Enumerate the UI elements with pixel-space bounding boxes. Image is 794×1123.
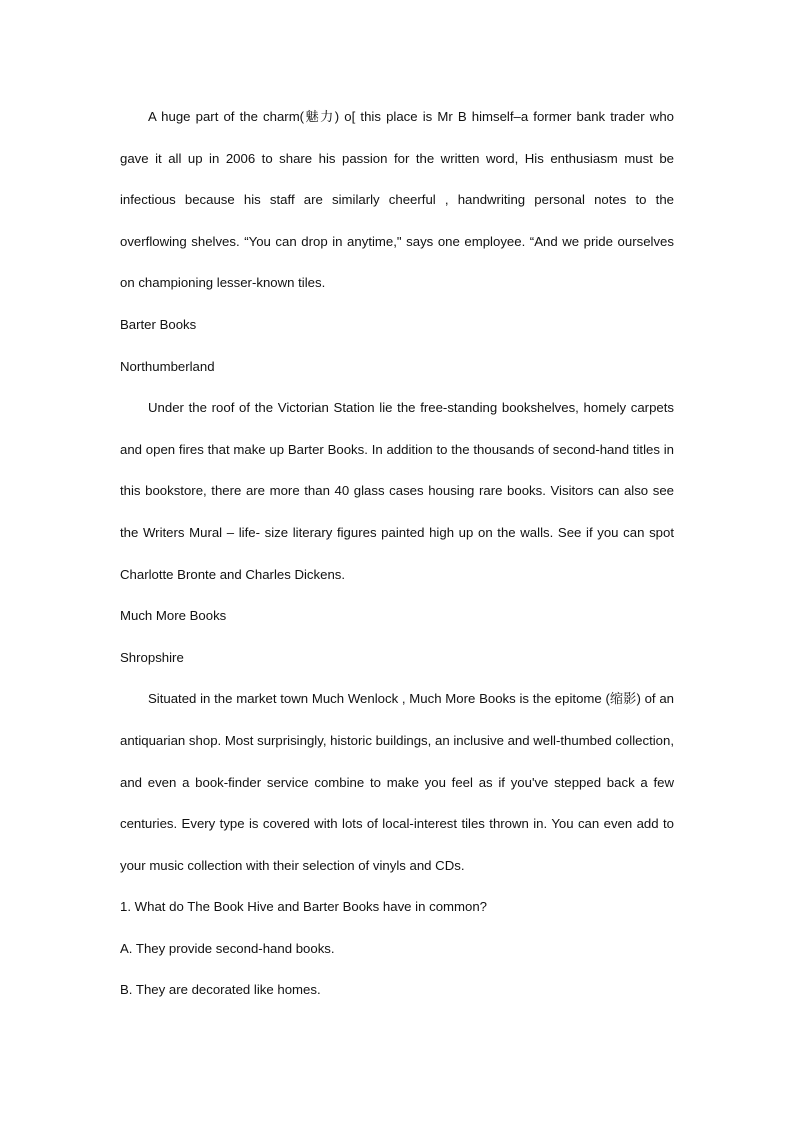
question-1-option-b: B. They are decorated like homes. (120, 982, 321, 998)
heading-much-more-books: Much More Books (120, 608, 227, 624)
heading-northumberland: Northumberland (120, 358, 215, 374)
paragraph-mr-b: A huge part of the charm(魅力) o[ this place is Mr B himself–a former bank trader who gave it all up in 2006 to share his passion for the written word, His enthusiasm must be infectious because his staff are similarly cheerful , handwriting personal notes to the overflowing shelves. “You can drop in anytime," says one employee. “And we pride ourselves on championing lesser-known tiles. (120, 109, 674, 291)
question-1-option-a: A. They provide second-hand books. (120, 940, 335, 956)
heading-barter-books: Barter Books (120, 316, 197, 332)
paragraph-barter-books: Under the roof of the Victorian Station lie the free-standing bookshelves, homely carpets and open fires that make up Barter Books. In addition to the thousands of second-hand titles in this bookstore, there are more than 40 glass cases housing rare books. Visitors can also see the Writers Mural – life- size literary figures painted high up on the walls. See if you can spot Charlotte Bronte and Charles Dickens. (120, 400, 674, 582)
heading-shropshire: Shropshire (120, 649, 184, 665)
question-1: 1. What do The Book Hive and Barter Books have in common? (120, 899, 488, 915)
paragraph-much-more-books: Situated in the market town Much Wenlock , Much More Books is the epitome (缩影) of an antiquarian shop. Most surprisingly, historic buildings, an inclusive and well-thumbed collection, and even a book-finder service combine to make you feel as if you've stepped back a few centuries. Every type is covered with lots of local-interest tiles thrown in. You can even add to your music collection with their selection of vinyls and CDs. (120, 691, 674, 873)
document-page (120, 96, 674, 1011)
